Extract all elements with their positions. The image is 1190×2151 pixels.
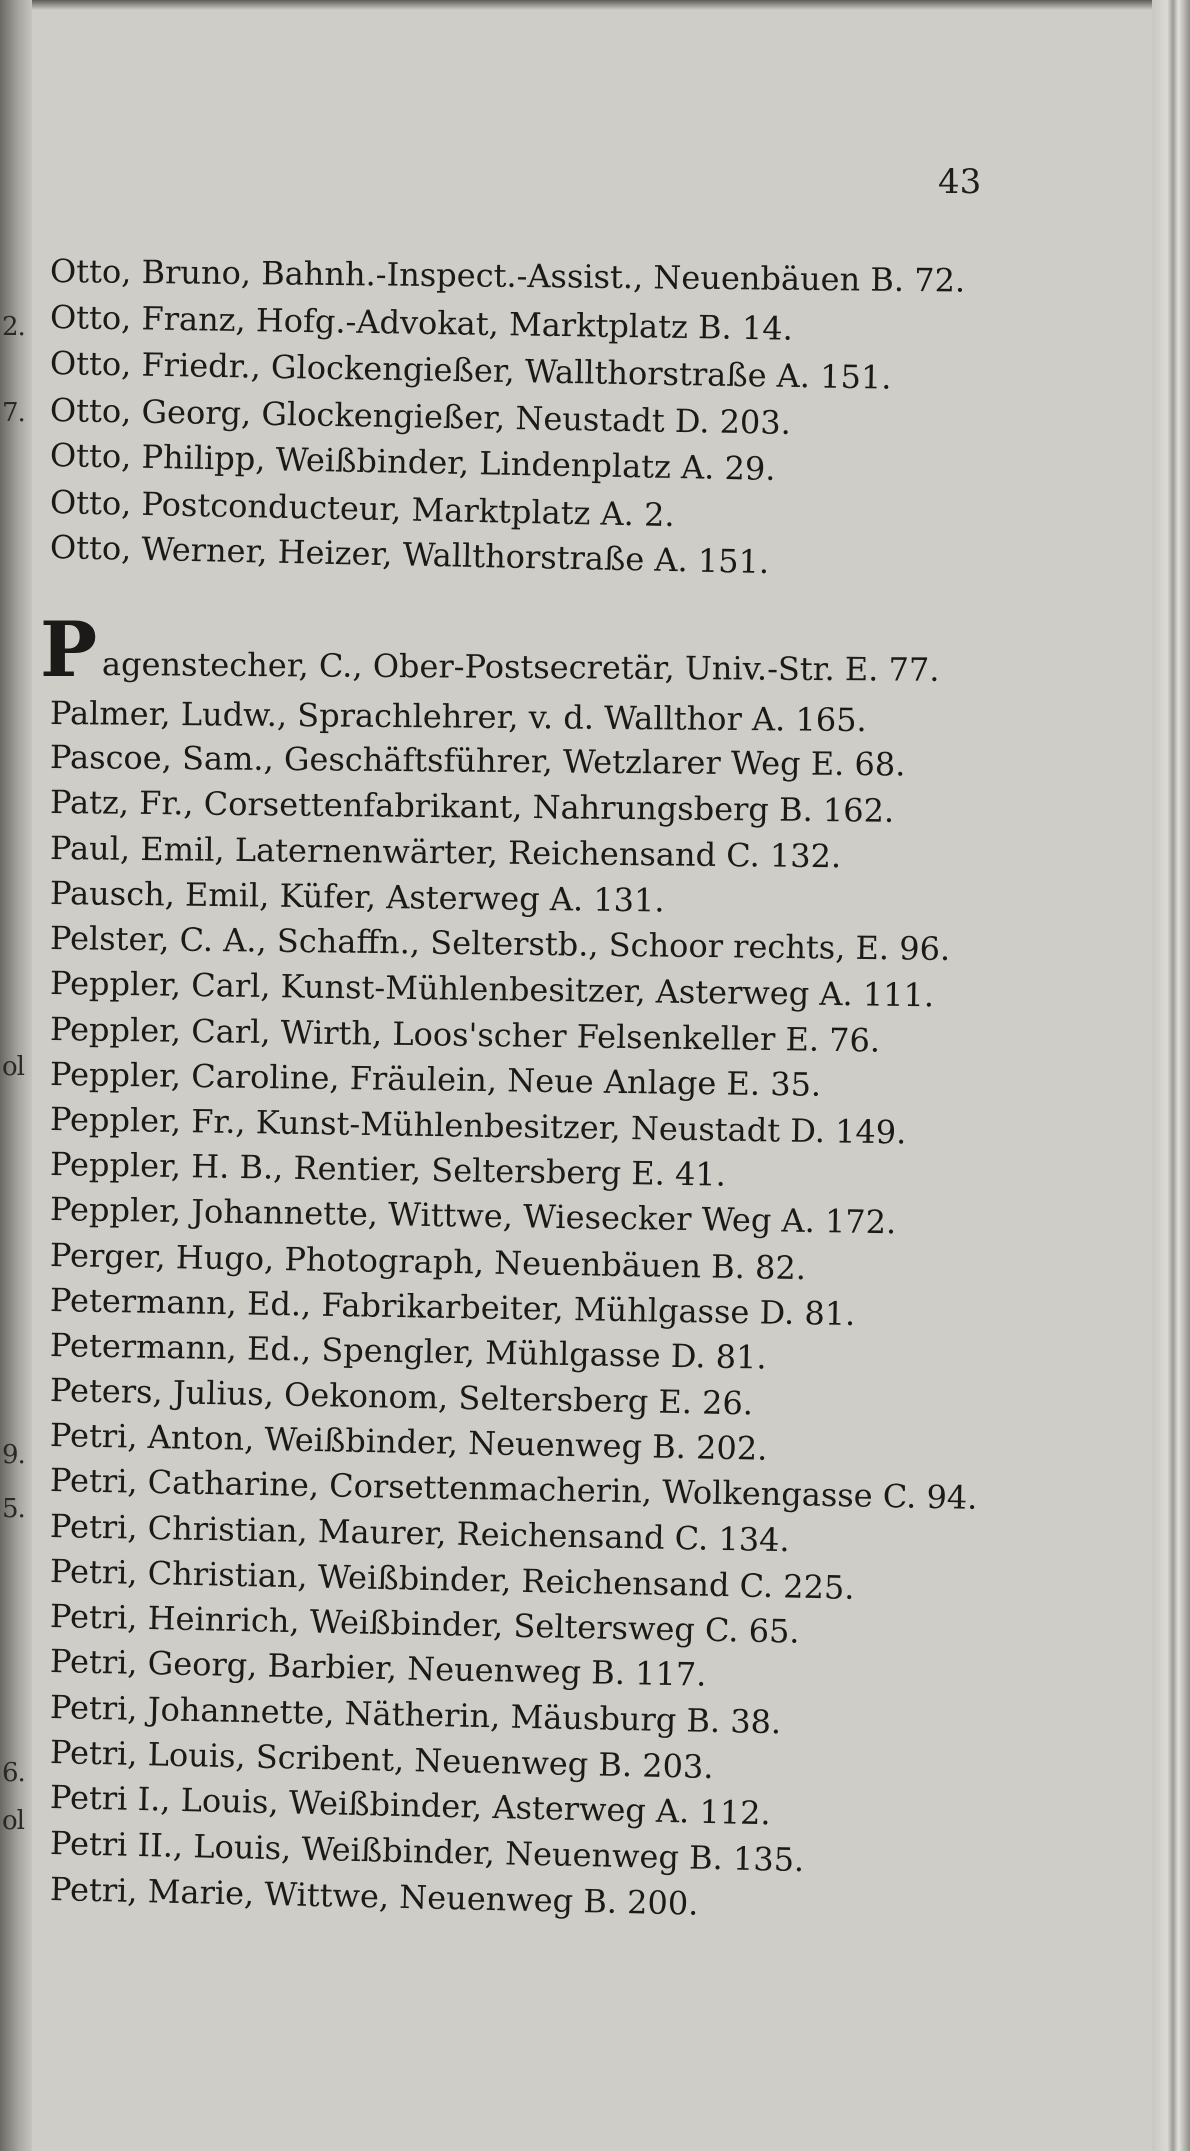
directory-entry: Peppler, Johannette, Wittwe, Wiesecker Weg A. 172. bbox=[49, 1190, 897, 1242]
directory-entry: Petri, Catharine, Corsettenmacherin, Wolkengasse C. 94. bbox=[49, 1461, 978, 1517]
directory-entry: Petri II., Louis, Weißbinder, Neuenweg B. 135. bbox=[49, 1824, 805, 1880]
directory-entry: Otto, Werner, Heizer, Wallthorstraße A. 151. bbox=[49, 528, 770, 582]
directory-entry: Otto, Franz, Hofg.-Advokat, Marktplatz B. 14. bbox=[49, 298, 794, 348]
margin-fragment: 6. bbox=[2, 1758, 25, 1788]
margin-fragment: ol bbox=[2, 1052, 24, 1082]
directory-entry: Petri, Christian, Maurer, Reichensand C. 134. bbox=[49, 1507, 791, 1560]
page-stack-edge bbox=[1152, 0, 1190, 2151]
directory-entry: Petri, Heinrich, Weißbinder, Seltersweg C. 65. bbox=[49, 1597, 800, 1651]
directory-entry: Petri, Marie, Wittwe, Neuenweg B. 200. bbox=[49, 1870, 699, 1923]
margin-fragment: 5. bbox=[2, 1494, 25, 1524]
directory-entry: Patz, Fr., Corsettenfabrikant, Nahrungsberg B. 162. bbox=[49, 783, 895, 830]
directory-entry: Peters, Julius, Oekonom, Seltersberg E. 26. bbox=[49, 1371, 754, 1423]
directory-entry: Petri, Christian, Weißbinder, Reichensand C. 225. bbox=[49, 1552, 855, 1607]
page-number: 43 bbox=[938, 162, 982, 202]
section-initial-letter: P bbox=[40, 605, 98, 694]
directory-entry: Peppler, Fr., Kunst-Mühlenbesitzer, Neustadt D. 149. bbox=[49, 1100, 907, 1152]
directory-entry: Paul, Emil, Laternenwärter, Reichensand C. 132. bbox=[49, 829, 842, 876]
directory-entry: Otto, Georg, Glockengießer, Neustadt D. 203. bbox=[49, 391, 792, 442]
directory-entry: Peppler, Caroline, Fräulein, Neue Anlage E. 35. bbox=[49, 1055, 822, 1104]
margin-fragment: 2. bbox=[2, 312, 25, 342]
directory-entry: Petermann, Ed., Fabrikarbeiter, Mühlgasse D. 81. bbox=[49, 1281, 856, 1334]
directory-entry: Pausch, Emil, Küfer, Asterweg A. 131. bbox=[49, 874, 665, 920]
margin-fragment: 7. bbox=[2, 398, 25, 428]
directory-entry: Otto, Friedr., Glockengießer, Wallthorstraße A. 151. bbox=[49, 344, 892, 397]
directory-entry: Petri, Louis, Scribent, Neuenweg B. 203. bbox=[49, 1733, 714, 1787]
margin-fragment: 9. bbox=[2, 1440, 25, 1470]
directory-entry: Otto, Bruno, Bahnh.-Inspect.-Assist., Neuenbäuen B. 72. bbox=[49, 252, 966, 300]
directory-entry: Petri, Anton, Weißbinder, Neuenweg B. 202. bbox=[49, 1416, 768, 1468]
page-top-shadow bbox=[0, 0, 1190, 10]
directory-entry: Peppler, H. B., Rentier, Seltersberg E. 41. bbox=[49, 1145, 727, 1194]
previous-page-margin bbox=[0, 0, 30, 2151]
directory-entry: Pelster, C. A., Schaffn., Selterstb., Schoor rechts, E. 96. bbox=[49, 919, 951, 968]
margin-fragment: ol bbox=[2, 1806, 24, 1836]
directory-entry: Petri, Georg, Barbier, Neuenweg B. 117. bbox=[49, 1642, 707, 1694]
directory-entry: agenstecher, C., Ober-Postsecretär, Univ.-Str. E. 77. bbox=[101, 645, 940, 689]
directory-entry: Pascoe, Sam., Geschäftsführer, Wetzlarer Weg E. 68. bbox=[49, 738, 906, 784]
directory-entry: Petermann, Ed., Spengler, Mühlgasse D. 81. bbox=[49, 1326, 767, 1377]
directory-entry: Peppler, Carl, Wirth, Loos'scher Felsenkeller E. 76. bbox=[49, 1010, 881, 1060]
directory-entry: Perger, Hugo, Photograph, Neuenbäuen B. 82. bbox=[49, 1236, 807, 1288]
directory-entry: Petri, Johannette, Nätherin, Mäusburg B. 38. bbox=[49, 1688, 782, 1742]
directory-entry: Otto, Postconducteur, Marktplatz A. 2. bbox=[49, 483, 676, 535]
directory-entry: Otto, Philipp, Weißbinder, Lindenplatz A. 29. bbox=[49, 436, 776, 488]
directory-entry: Palmer, Ludw., Sprachlehrer, v. d. Wallthor A. 165. bbox=[49, 694, 867, 740]
directory-entry: Petri I., Louis, Weißbinder, Asterweg A. 112. bbox=[49, 1778, 772, 1833]
directory-entry: Peppler, Carl, Kunst-Mühlenbesitzer, Asterweg A. 111. bbox=[49, 964, 935, 1015]
